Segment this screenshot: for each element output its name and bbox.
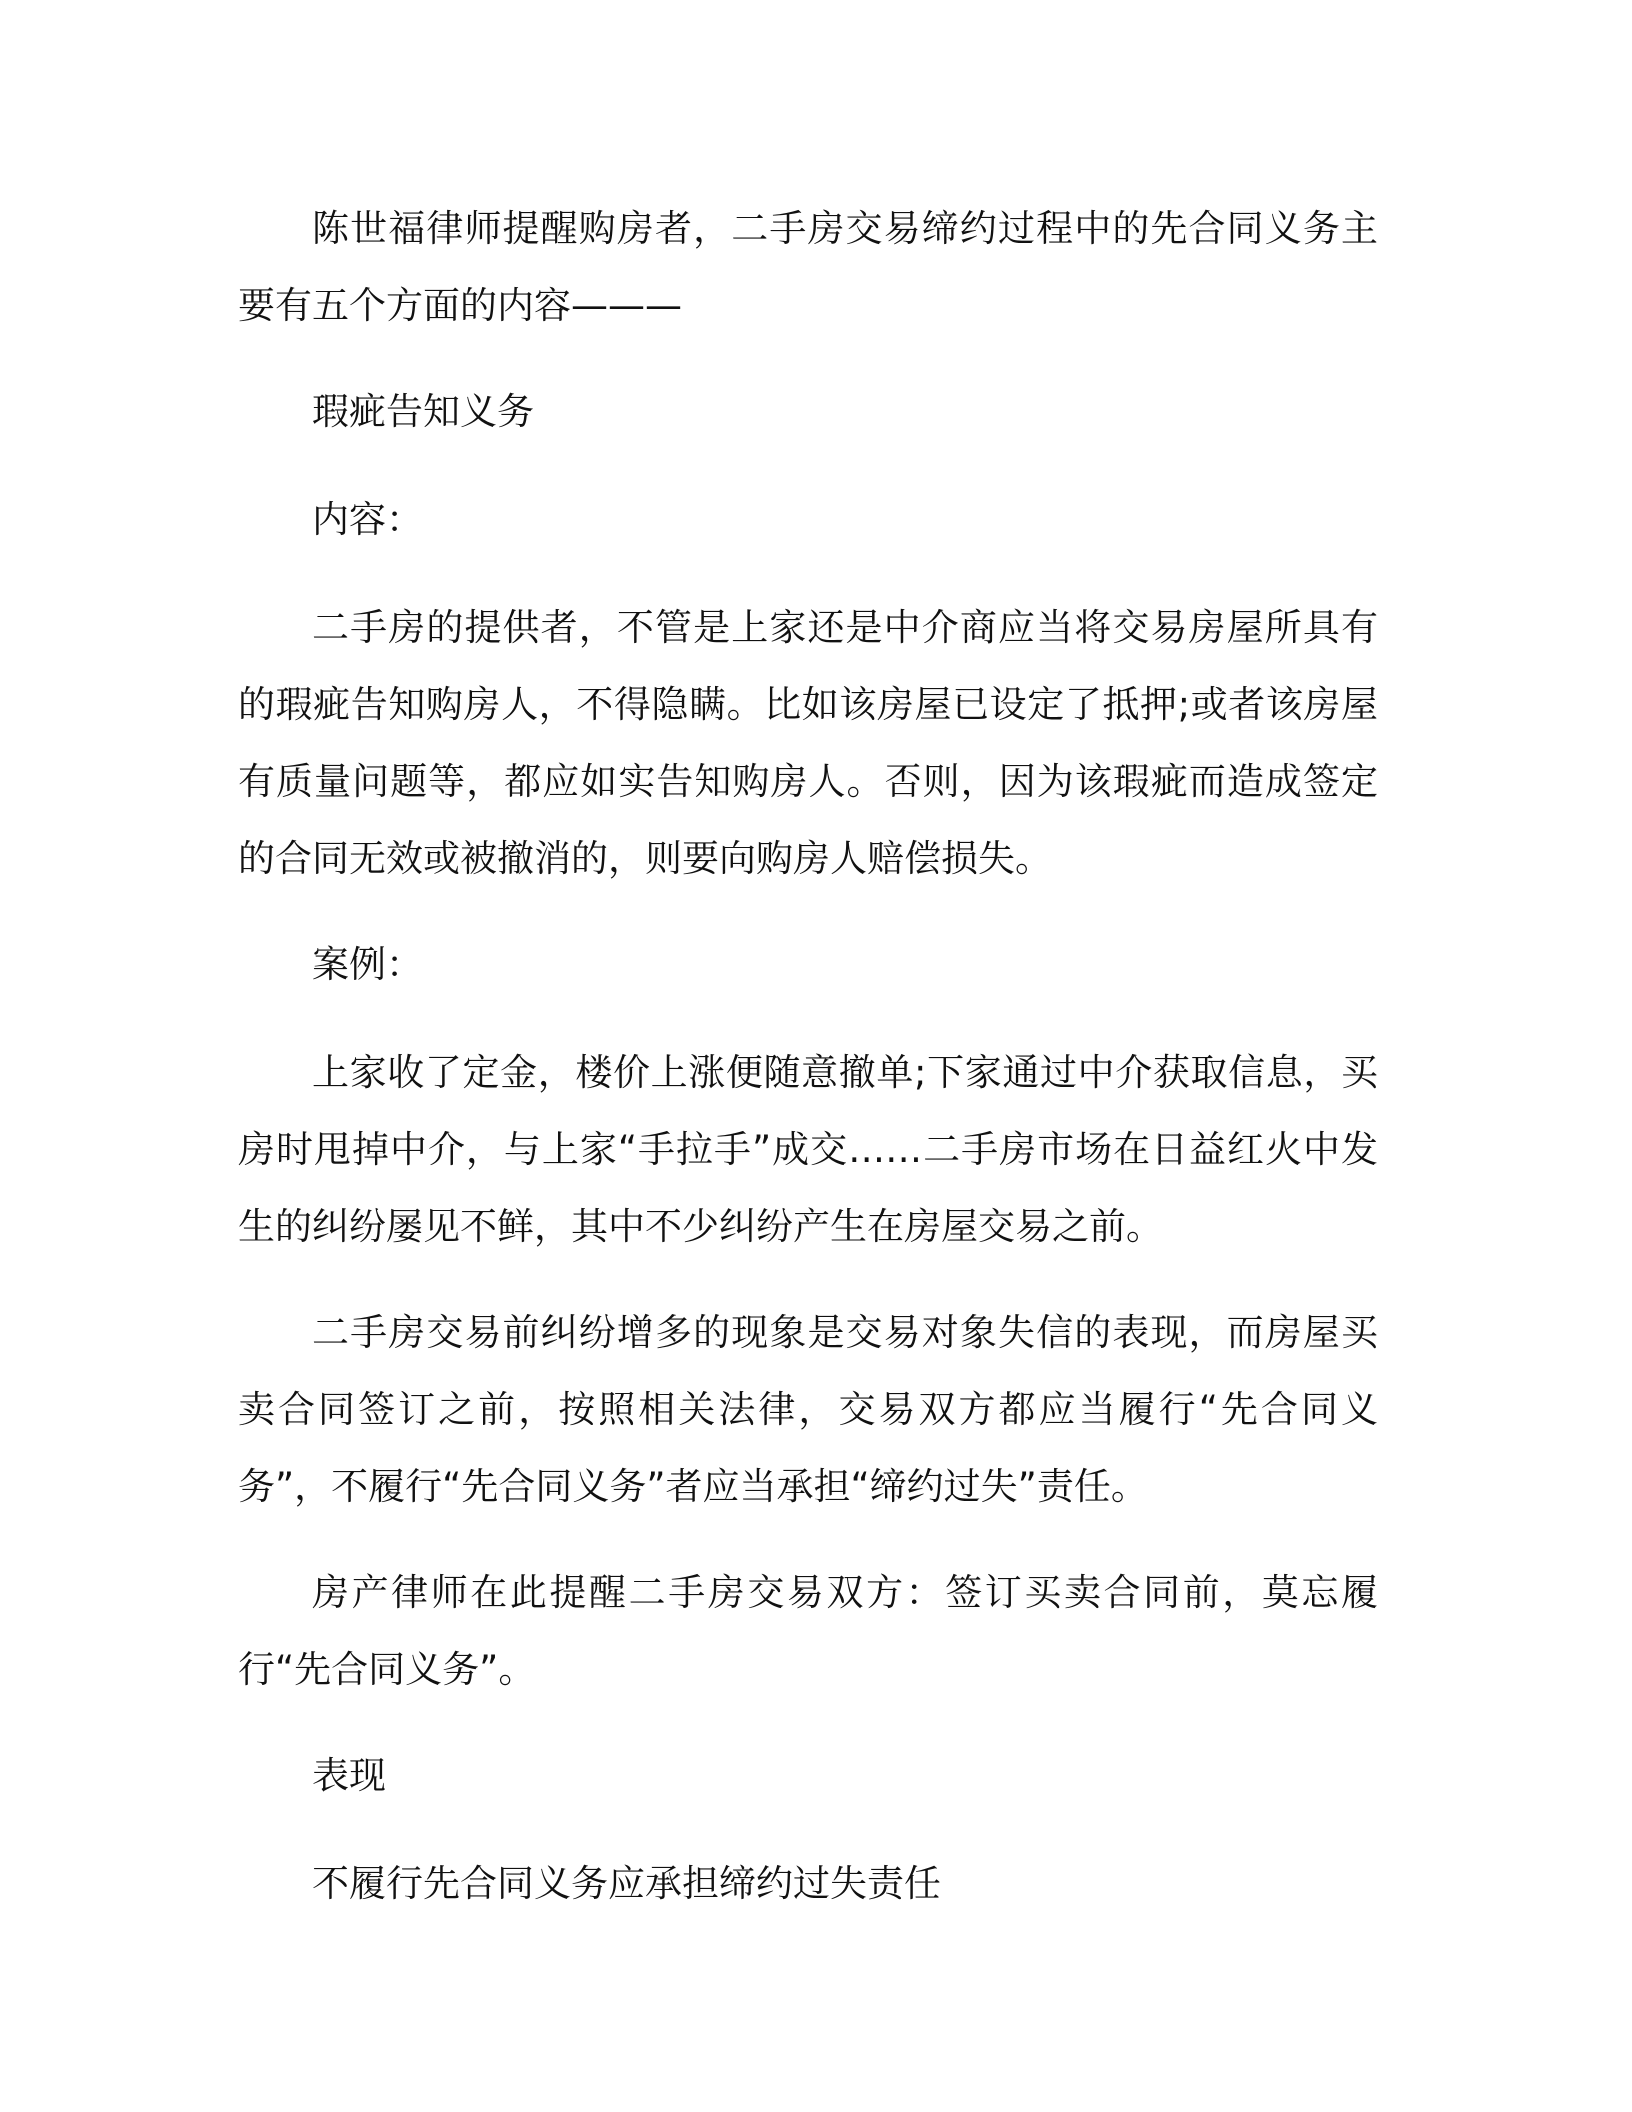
case-paragraph: 上家收了定金，楼价上涨便随意撤单;下家通过中介获取信息，买房时甩掉中介，与上家“手拉手”成交……二手房市场在日益红火中发生的纠纷屡见不鲜，其中不少纠纷产生在房屋交易之前。 <box>238 1051 1378 1248</box>
section-heading-manifestation: 表现 <box>312 1754 386 1797</box>
content-paragraph: 二手房的提供者，不管是上家还是中介商应当将交易房屋所具有的瑕疵告知购房人，不得隐瞒。比如该房屋已设定了抵押;或者该房屋有质量问题等，都应如实告知购房人。否则，因为该瑕疵而造成签定的合同无效或被撤消的，则要向购房人赔偿损失。 <box>238 606 1378 880</box>
dispute-paragraph: 二手房交易前纠纷增多的现象是交易对象失信的表现，而房屋买卖合同签订之前，按照相关法律，交易双方都应当履行“先合同义务”，不履行“先合同义务”者应当承担“缔约过失”责任。 <box>238 1311 1378 1508</box>
intro-paragraph: 陈世福律师提醒购房者，二手房交易缔约过程中的先合同义务主要有五个方面的内容——— <box>238 207 1378 327</box>
section-heading-defect-disclosure: 瑕疵告知义务 <box>312 390 534 433</box>
content-label: 内容： <box>312 498 423 541</box>
reminder-paragraph: 房产律师在此提醒二手房交易双方：签订买卖合同前，莫忘履行“先合同义务”。 <box>238 1571 1378 1691</box>
case-label: 案例： <box>312 943 423 986</box>
liability-line: 不履行先合同义务应承担缔约过失责任 <box>312 1862 941 1905</box>
document-body <box>238 190 1378 1953</box>
